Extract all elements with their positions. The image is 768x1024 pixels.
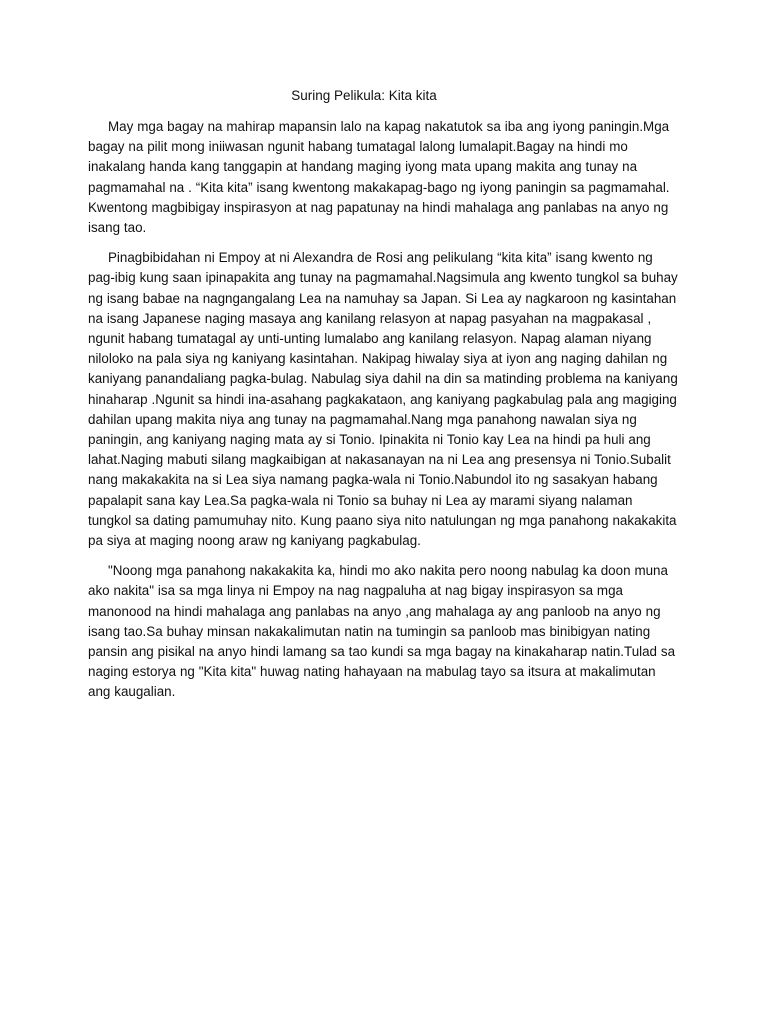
paragraph-3: "Noong mga panahong nakakakita ka, hindi mo ako nakita pero noong nabulag ka doon muna ako nakita" isa sa mga linya ni Empoy na nag nagpaluha at nag bigay inspirasyon sa mga manonood na hindi mahalaga ang panlabas na anyo ,ang mahalaga ay ang panloob na anyo ng isang tao.Sa buhay minsan nakakalimutan natin na tumingin sa panloob mas binibigyan nating pansin ang pisikal na anyo hindi lamang sa tao kundi sa mga bagay na kinakaharap natin.Tulad sa naging estorya ng "Kita kita" huwag nating hahayaan na mabulag tayo sa itsura at makalimutan ang kaugalian. <box>88 563 676 700</box>
paragraph-1: May mga bagay na mahirap mapansin lalo na kapag nakatutok sa iba ang iyong paningin.Mga bagay na pilit mong iniiwasan ngunit habang tumatagal lalong lumalapit.Bagay na hindi mo inakalang handa kang tanggapin at handang maging iyong mata upang makita ang tunay na pagmamahal na . “Kita kita” isang kwentong makakapag-bago ng iyong paningin sa pagmamahal. Kwentong magbibigay inspirasyon at nag papatunay na hindi mahalaga ang panlabas na anyo ng isang tao. <box>88 119 670 236</box>
document-title: Suring Pelikula: Kita kita <box>291 88 437 103</box>
document-body <box>88 117 678 713</box>
paragraph-2: Pinagbibidahan ni Empoy at ni Alexandra de Rosi ang pelikulang “kita kita” isang kwento ng pag-ibig kung saan ipinapakita ang tunay na pagmamahal.Nagsimula ang kwento tungkol sa buhay ng isang babae na nagngangalang Lea na namuhay sa Japan. Si Lea ay nagkaroon ng kasintahan na isang Japanese naging masaya ang kanilang relasyon at napag pasyahan na magpakasal , ngunit habang tumatagal ay unti-unting lumalabo ang kanilang relasyon. Napag alaman niyang niloloko na pala siya ng kaniyang kasintahan. Nakipag hiwalay siya at iyon ang naging dahilan ng kaniyang panandaliang pagka-bulag. Nabulag siya dahil na din sa matinding problema na kaniyang hinaharap .Ngunit sa hindi ina-asahang pagkakataon, ang kaniyang pagkabulag pala ang magiging dahilan upang makita niya ang tunay na pagmamahal.Nang mga panahong nawalan siya ng paningin, ang kaniyang naging mata ay si Tonio. Ipinakita ni Tonio kay Lea na hindi pa huli ang lahat.Naging mabuti silang magkaibigan at nakasanayan na ni Lea ang presensya ni Tonio.Subalit nang makakakita na si Lea siya namang pagka-wala ni Tonio.Nabundol ito ng sasakyan habang papalapit sana kay Lea.Sa pagka-wala ni Tonio sa buhay ni Lea ay marami siyang nalaman tungkol sa dating pamumuhay nito. Kung paano siya nito natulungan ng mga panahong nakakakita pa siya at maging noong araw ng kaniyang pagkabulag. <box>88 250 678 549</box>
